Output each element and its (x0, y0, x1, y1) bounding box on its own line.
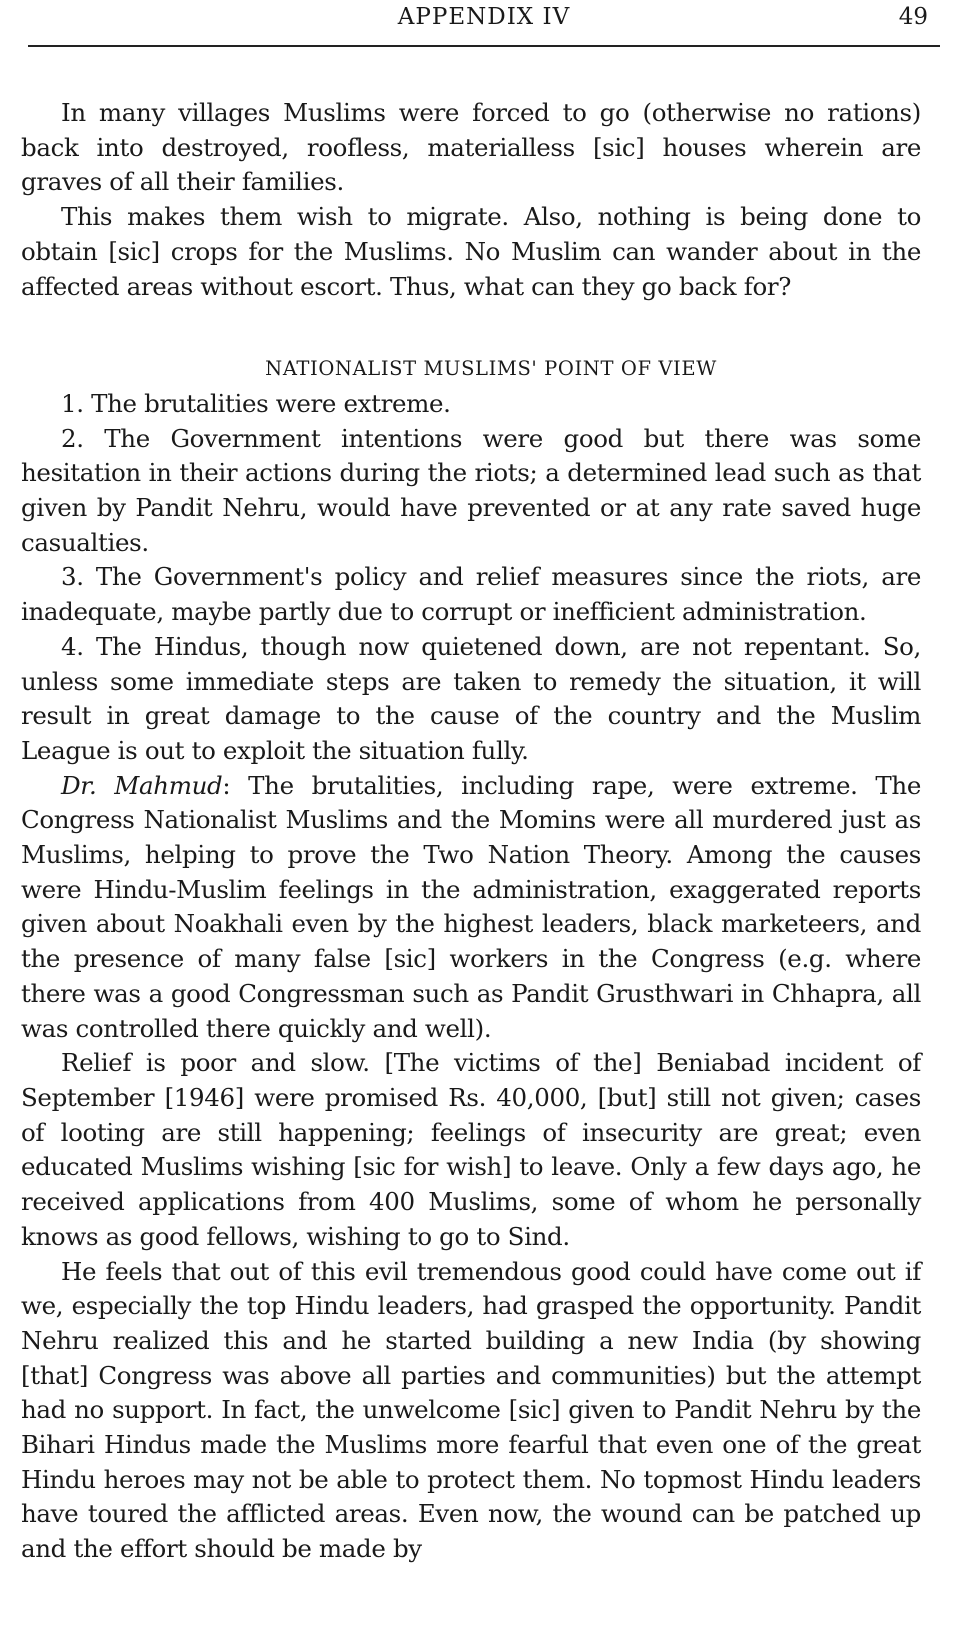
paragraph-relief: Relief is poor and slow. [The victims of the] Beniabad incident of September [1946] were promised Rs. 40,000, [but] still not given; cases of looting are still happening; feelings of insecurity are great; even educated Muslims wishing [sic for wish] to leave. Only a few days ago, he received applications from 400 Muslims, some of whom he personally knows as good fellows, wishing to go to Sind. (21, 1048, 921, 1251)
header-rule (28, 45, 940, 47)
mahmud-statement: : The brutalities, including rape, were extreme. The Congress Nationalist Muslims and the Momins were all murdered just as Muslims, helping to prove the Two Nation Theory. Among the causes were Hindu-Muslim feelings in the administration, exaggerated reports given about Noakhali even by the highest leaders, black marketeers, and the presence of many false [sic] workers in the Congress (e.g. where there was a good Congressman such as Pandit Grusthwari in Chhapra, all was controlled there quickly and well). (21, 770, 922, 1043)
section-gap (21, 304, 921, 352)
running-head: APPENDIX IV (397, 4, 571, 30)
page-number: 49 (898, 4, 928, 30)
page-header (0, 0, 968, 50)
point-1: 1. The brutalities were extreme. (61, 388, 451, 418)
body-text (21, 96, 921, 1567)
point-4: 4. The Hindus, though now quietened down, are not repentant. So, unless some immediate steps are taken to remedy the situation, it will result in great damage to the cause of the country and the Muslim League is out to exploit the situation fully. (21, 631, 921, 765)
point-3: 3. The Government's policy and relief measures since the riots, are inadequate, maybe partly due to corrupt or inefficient administration. (21, 562, 921, 627)
speaker-name: Dr. Mahmud (61, 770, 223, 800)
paragraph-mahmud (21, 769, 921, 1047)
section-heading: NATIONALIST MUSLIMS' POINT OF VIEW (265, 357, 717, 381)
paragraph-villages: In many villages Muslims were forced to go (otherwise no rations) back into destroyed, roofless, materialless [sic] houses wherein are graves of all their families. (21, 98, 921, 197)
point-2: 2. The Government intentions were good but there was some hesitation in their actions during the riots; a determined lead such as that given by Pandit Nehru, would have prevented or at any rate saved huge casualties. (21, 423, 921, 557)
paragraph-final: He feels that out of this evil tremendous good could have come out if we, especially the top Hindu leaders, had grasped the opportunity. Pandit Nehru realized this and he started building a new India (by showing [that] Congress was above all parties and communities) but the attempt had no support. In fact, the unwelcome [sic] given to Pandit Nehru by the Bihari Hindus made the Muslims more fearful that even one of the great Hindu heroes may not be able to protect them. No topmost Hindu leaders have toured the afflicted areas. Even now, the wound can be patched up and the effort should be made by (21, 1256, 921, 1564)
paragraph-migrate: This makes them wish to migrate. Also, nothing is being done to obtain [sic] crops for the Muslims. No Muslim can wander about in the affected areas without escort. Thus, what can they go back for? (21, 202, 921, 301)
